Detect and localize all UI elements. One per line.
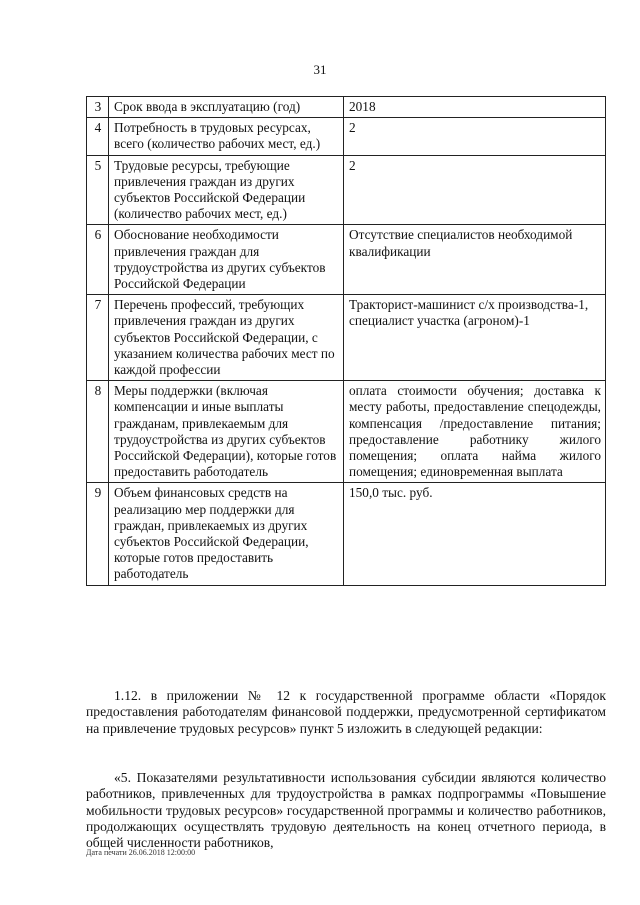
row-number: 5 <box>87 155 109 225</box>
row-value: 2018 <box>344 97 606 118</box>
paragraph-item-5: «5. Показателями результативности использования субсидии являются количество работников, привлеченных для трудоустройства в рамках подпрограммы «Повышение мобильности трудовых ресурсов» государственной программы и количество работников, продолжающих осуществлять трудовую деятельность на конец отчетного периода, в общей численности работников, <box>86 770 606 851</box>
row-label: Перечень профессий, требующих привлечения граждан из других субъектов Российской Федерации, с указанием количества рабочих мест по каждой профессии <box>109 295 344 381</box>
table-row <box>87 155 606 225</box>
row-label: Объем финансовых средств на реализацию мер поддержки для граждан, привлекаемых из других субъектов Российской Федерации, которые готов предоставить работодатель <box>109 483 344 585</box>
print-date-footer: Дата печати 26.06.2018 12:00:00 <box>86 848 196 857</box>
project-details-table <box>86 96 606 586</box>
row-value: 150,0 тыс. руб. <box>344 483 606 585</box>
row-label: Потребность в трудовых ресурсах, всего (количество рабочих мест, ед.) <box>109 118 344 155</box>
table-row <box>87 118 606 155</box>
table-row <box>87 225 606 295</box>
row-label: Трудовые ресурсы, требующие привлечения граждан из других субъектов Российской Федерации (количество рабочих мест, ед.) <box>109 155 344 225</box>
table-row <box>87 381 606 483</box>
row-value: Тракторист-машинист с/х производства-1, специалист участка (агроном)-1 <box>344 295 606 381</box>
row-value: 2 <box>344 118 606 155</box>
page-number: 31 <box>313 62 327 77</box>
row-number: 7 <box>87 295 109 381</box>
row-value: Отсутствие специалистов необходимой квалификации <box>344 225 606 295</box>
row-number: 3 <box>87 97 109 118</box>
row-label: Обоснование необходимости привлечения граждан для трудоустройства из других субъектов Российской Федерации <box>109 225 344 295</box>
row-number: 8 <box>87 381 109 483</box>
table-row <box>87 97 606 118</box>
table-row <box>87 295 606 381</box>
row-label: Меры поддержки (включая компенсации и иные выплаты гражданам, привлекаемым для трудоустройства из других субъектов Российской Федерации), которые готов предоставить работодатель <box>109 381 344 483</box>
row-value: оплата стоимости обучения; доставка к месту работы, предоставление спецодежды, компенсация /предоставление питания; предоставление работнику жилого помещения; оплата найма жилого помещения; единовременная выплата <box>344 381 606 483</box>
table-row <box>87 483 606 585</box>
row-number: 9 <box>87 483 109 585</box>
row-number: 4 <box>87 118 109 155</box>
row-value: 2 <box>344 155 606 225</box>
paragraph-1-12: 1.12. в приложении № 12 к государственной программе области «Порядок предоставления работодателям финансовой поддержки, предусмотренной сертификатом на привлечение трудовых ресурсов» пункт 5 изложить в следующей редакции: <box>86 688 606 736</box>
row-label: Срок ввода в эксплуатацию (год) <box>109 97 344 118</box>
row-number: 6 <box>87 225 109 295</box>
